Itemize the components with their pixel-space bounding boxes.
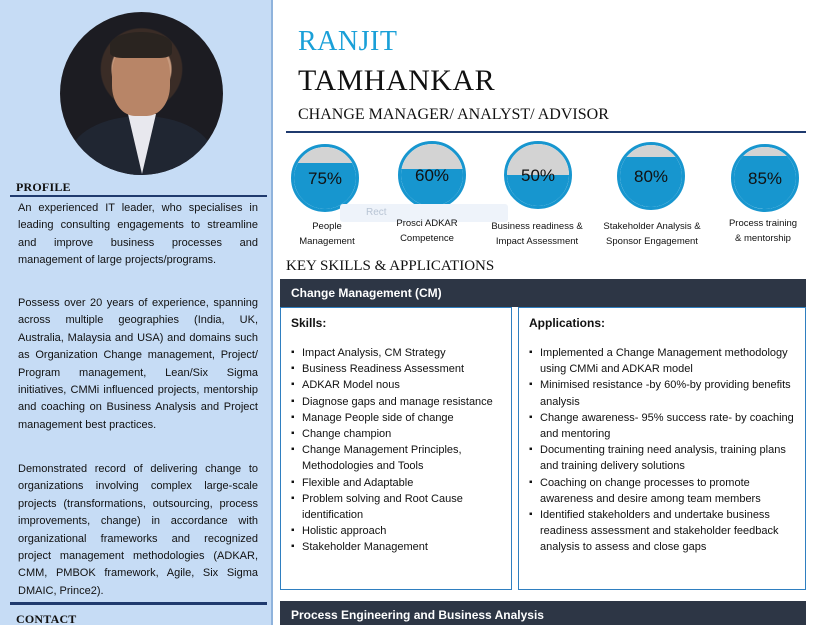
list-item: ▪ Manage People side of change (301, 410, 501, 426)
ghost-placeholder: Rect (340, 204, 508, 222)
list-item: ▪ Identified stakeholders and undertake business readiness assessment and stakeholder feedback analysis to assess and close gaps (539, 507, 795, 556)
gauge-business-readiness (504, 141, 572, 209)
list-item: ▪ Change champion (301, 426, 501, 442)
gauge-caption-prosci: Prosci ADKAR Competence (396, 218, 458, 244)
list-item: ▪ Problem solving and Root Cause identification (301, 491, 501, 523)
list-item: ▪ Change Management Principles, Methodologies and Tools (301, 442, 501, 474)
list-item: ▪ Impact Analysis, CM Strategy (301, 345, 501, 361)
list-item: ▪ Business Readiness Assessment (301, 361, 501, 377)
list-item: ▪ Holistic approach (301, 523, 501, 539)
gauge-percent: 75% (307, 169, 343, 188)
job-title: CHANGE MANAGER/ ANALYST/ ADVISOR (298, 106, 609, 123)
gauge-caption-stakeholder: Stakeholder Analysis & Sponsor Engagement (603, 221, 701, 247)
gauge-caption-training: Process training & mentorship (728, 218, 798, 244)
key-skills-heading: KEY SKILLS & APPLICATIONS (286, 258, 495, 274)
section-bar-change-management: Change Management (CM) (280, 279, 806, 307)
gauge-caption-business: Business readiness & Impact Assessment (491, 221, 583, 247)
list-item: ▪ Flexible and Adaptable (301, 475, 501, 491)
gauge-stakeholder-analysis (617, 142, 685, 210)
list-item: ▪ Change awareness- 95% success rate- by coaching and mentoring (539, 410, 795, 442)
gauge-percent: 60% (414, 166, 450, 185)
title-divider (286, 131, 806, 133)
profile-paragraph-3: Demonstrated record of delivering change to organizations involving complex large-scale projects (transformations, outsourcing, process improvements, change) in accordance with organizational frameworks and recognized project management methodologies (ADKAR, CMM, PMBOK framework, Agile, Six Sigma DMAIC, Prince2). (18, 463, 258, 597)
applications-heading: Applications: (529, 316, 606, 330)
list-item: ▪ Stakeholder Management (301, 539, 501, 555)
applications-list (539, 345, 795, 556)
profile-paragraph-2: Possess over 20 years of experience, spanning across multiple geographies (India, UK, Australia, Malaysia and USA) and domains such as Organization Change management, Project/ Program management, Lean/Six Sigma initiatives, CMMi influenced projects, mentorship and coaching on Business Analysis and Project management best practices. (18, 297, 258, 431)
applications-panel (518, 307, 806, 590)
list-item: ▪ Documenting training need analysis, training plans and training delivery solutions (539, 442, 795, 474)
contact-divider (10, 602, 267, 605)
gauge-percent: 50% (520, 166, 556, 185)
gauge-prosci-adkar (398, 141, 466, 209)
gauge-percent: 85% (747, 169, 783, 188)
list-item: ▪ Diagnose gaps and manage resistance (301, 394, 501, 410)
profile-divider (10, 195, 267, 197)
gauge-caption-people: People Management (299, 221, 355, 247)
list-item: ▪ Minimised resistance -by 60%-by providing benefits analysis (539, 377, 795, 409)
gauge-percent: 80% (633, 167, 669, 186)
contact-heading: CONTACT (16, 612, 77, 625)
profile-photo (60, 12, 223, 175)
skills-list (301, 345, 501, 556)
skills-panel (280, 307, 512, 590)
list-item: ▪ Coaching on change processes to promote awareness and desire among team members (539, 475, 795, 507)
gauge-process-training (731, 144, 799, 212)
sidebar (0, 0, 273, 625)
profile-heading: PROFILE (16, 180, 71, 194)
list-item: ▪ ADKAR Model nous (301, 377, 501, 393)
list-item: ▪ Implemented a Change Management methodology using CMMi and ADKAR model (539, 345, 795, 377)
gauge-people-management (291, 144, 359, 212)
last-name: TAMHANKAR (298, 64, 496, 97)
first-name: RANJIT (298, 26, 398, 57)
profile-paragraph-1: An experienced IT leader, who specialises in leading consulting engagements to streamline and improve business processes and management of large projects/programs. (18, 202, 258, 267)
skills-heading: Skills: (291, 316, 327, 330)
section-bar-process-engineering: Process Engineering and Business Analysis (280, 601, 806, 625)
